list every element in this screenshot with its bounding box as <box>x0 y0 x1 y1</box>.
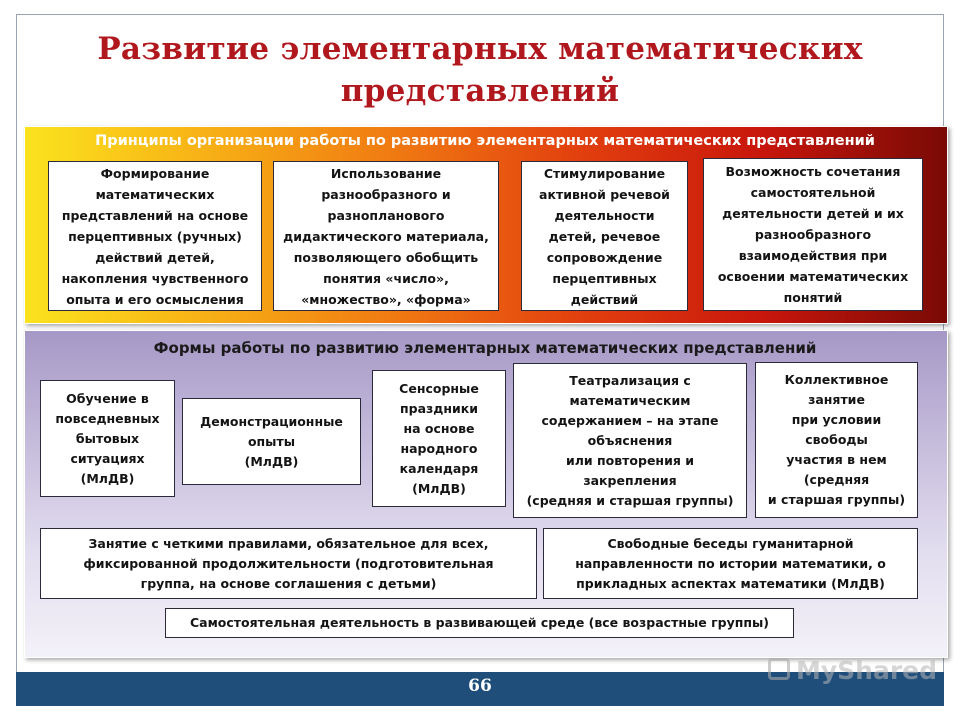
form-text-free-talks: Свободные беседы гуманитарной направленности по истории математики, о прикладных аспектах математики (МлДВ) <box>575 535 886 591</box>
principle-text-2: Использование разнообразного и разнопланового дидактического материала, позволяющего обобщить понятия «число», «множество», «форма» <box>283 165 489 307</box>
form-text-rules-lesson: Занятие с четкими правилами, обязательное для всех, фиксированной продолжительности (подготовительная группа, на основе соглашения с детьми) <box>83 535 494 591</box>
forms-title: Формы работы по развитию элементарных математических представлений <box>153 339 817 357</box>
form-box-theatre <box>513 363 747 518</box>
page-number: 66 <box>468 676 492 696</box>
form-box-collective <box>755 362 918 518</box>
principle-text-1: Формирование математических представлений на основе перцептивных (ручных) действий детей, накопления чувственного опыта и его осмысления <box>61 165 249 307</box>
principle-box-1 <box>48 161 262 311</box>
form-box-rules-lesson <box>40 528 537 599</box>
form-box-sensory <box>372 370 506 507</box>
slide-title: Развитие элементарных математических представлений <box>97 31 863 109</box>
form-text-sensory: Сенсорные праздники на основе народного календаря (МлДВ) <box>399 380 479 496</box>
watermark-logo: MyShared <box>796 656 938 685</box>
form-box-free-talks <box>543 528 918 599</box>
form-text-independent: Самостоятельная деятельность в развивающей среде (все возрастные группы) <box>189 615 770 630</box>
principle-text-4: Возможность сочетания самостоятельной деятельности детей и их разнообразного взаимодействия при освоении математических понятий <box>717 164 909 305</box>
form-text-everyday: Обучение в повседневных бытовых ситуациях (МлДВ) <box>55 390 160 486</box>
form-box-independent <box>165 608 794 638</box>
principle-text-3: Стимулирование активной речевой деятельности детей, речевое сопровождение перцептивных действий <box>539 165 670 307</box>
form-text-collective: Коллективное занятие при условии свободы участия в нем (средняя и старшая группы) <box>767 372 906 507</box>
form-box-everyday <box>40 380 175 497</box>
principle-box-4 <box>703 158 923 311</box>
watermark-logo-icon <box>768 658 790 680</box>
principles-title: Принципы организации работы по развитию элементарных математических представлений <box>95 133 875 149</box>
form-text-theatre: Театрализация с математическим содержанием – на этапе объяснения или повторения и закрепления (средняя и старшая группы) <box>526 372 734 508</box>
form-box-demonstration <box>182 398 361 485</box>
principle-box-2 <box>273 161 499 311</box>
principle-box-3 <box>521 161 688 311</box>
form-text-demonstration: Демонстрационные опыты (МлДВ) <box>200 413 343 469</box>
